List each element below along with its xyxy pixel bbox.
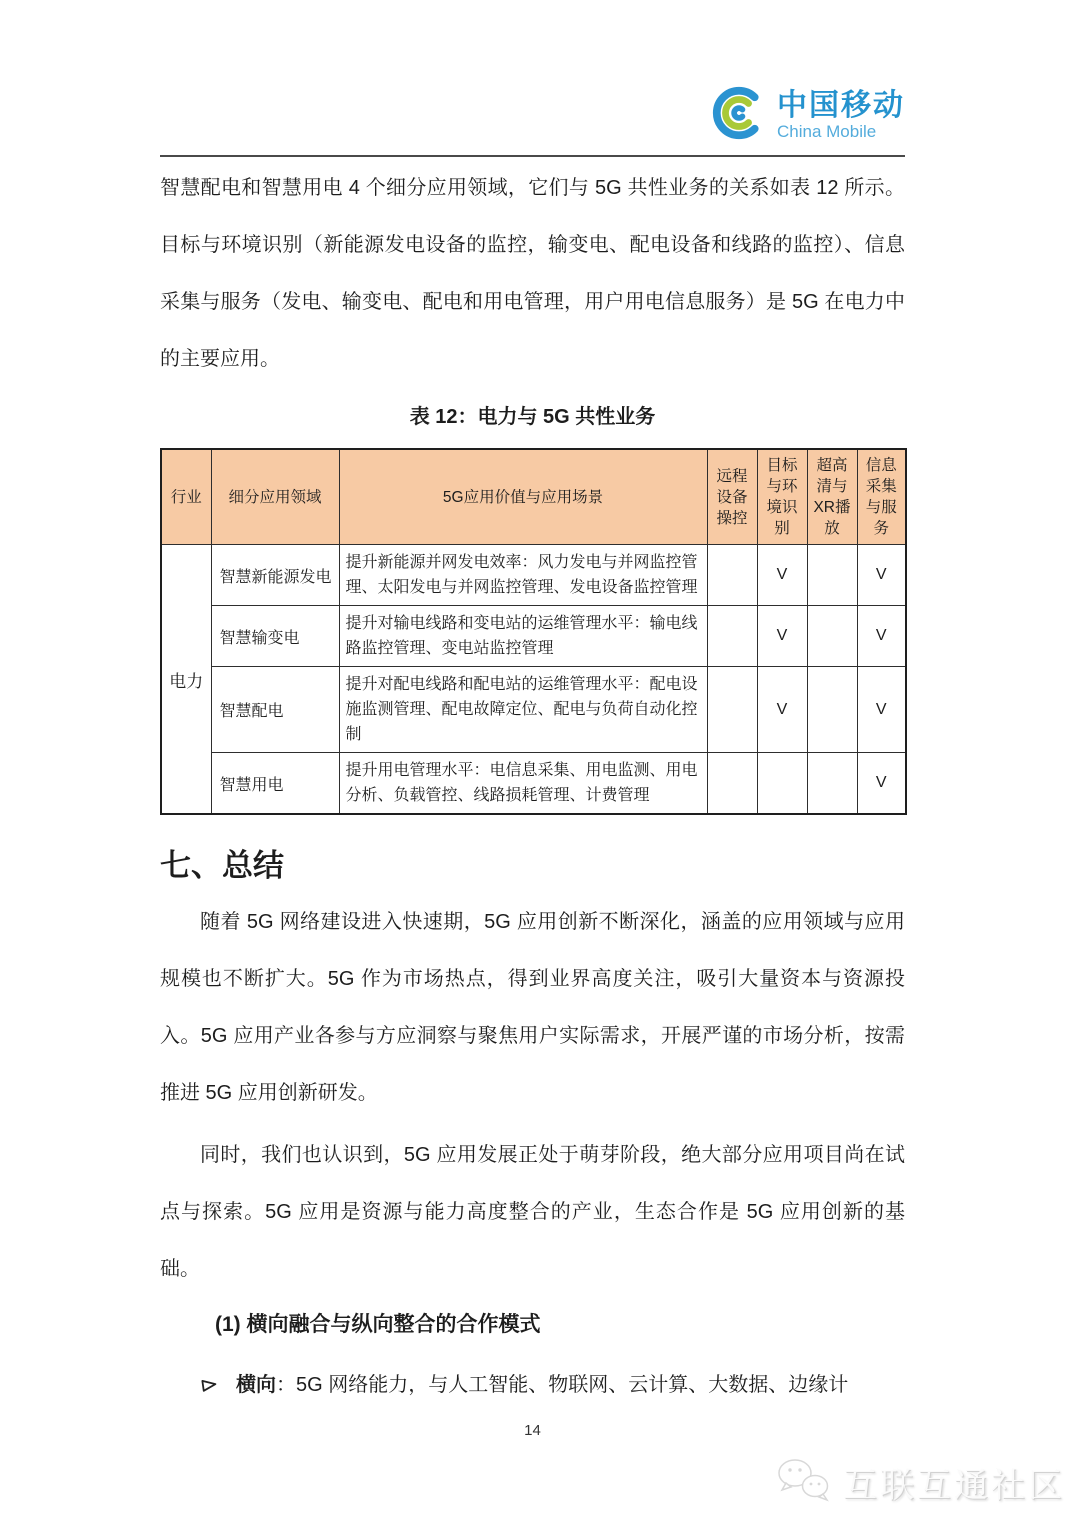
mark-uhd [807,667,857,753]
logo-english-name: China Mobile [777,122,877,141]
mark-info: V [857,667,906,753]
page-header [160,0,905,157]
mark-remote [707,753,757,815]
col-header-target-recognition: 目标与环境识别 [757,449,807,545]
col-header-industry: 行业 [161,449,211,545]
bullet-text [236,1368,848,1402]
table-row [161,753,906,815]
summary-paragraph-1: 随着 5G 网络建设进入快速期，5G 应用创新不断深化，涵盖的应用领域与应用规模也不断扩大。5G 作为市场热点，得到业界高度关注，吸引大量资本与资源投入。5G 应用产业各参与方应洞察与聚焦用户实际需求，开展严谨的市场分析，按需推进 5G 应用创新研发。 [160,911,905,1104]
mark-target: V [757,545,807,606]
bullet-rest-text: ：5G 网络能力，与人工智能、物联网、云计算、大数据、边缘计 [276,1374,849,1396]
subfield-cell: 智慧新能源发电 [211,545,339,606]
col-header-subfield: 细分应用领域 [211,449,339,545]
china-mobile-logo-mark-icon [710,82,768,149]
mark-remote [707,667,757,753]
subsection-heading-cooperation-mode: (1) 横向融合与纵向整合的合作模式 [215,1313,541,1336]
value-cell: 提升新能源并网发电效率：风力发电与并网监控管理、太阳发电与并网监控管理、发电设备监控管理 [339,545,707,606]
value-cell: 提升对配电线路和配电站的运维管理水平：配电设施监测管理、配电故障定位、配电与负荷自动化控制 [339,667,707,753]
power-5g-services-table [160,448,907,815]
mark-uhd [807,606,857,667]
watermark-text: 互联互通社区 [843,1467,1065,1505]
mark-info: V [857,606,906,667]
subfield-cell: 智慧用电 [211,753,339,815]
table-row [161,606,906,667]
industry-cell: 电力 [161,545,211,815]
wechat-icon [775,1457,833,1508]
mark-info: V [857,753,906,815]
table-row [161,667,906,753]
table-title: 表 12：电力与 5G 共性业务 [409,406,656,428]
col-header-info-service: 信息采集与服务 [857,449,906,545]
logo-chinese-name: 中国移动 [777,89,905,122]
col-header-value-scenario: 5G应用价值与应用场景 [339,449,707,545]
bullet-item-horizontal [160,1368,905,1402]
mark-remote [707,606,757,667]
subfield-cell: 智慧输变电 [211,606,339,667]
page-number: 14 [524,1422,541,1439]
mark-remote [707,545,757,606]
col-header-uhd-xr: 超高清与XR播放 [807,449,857,545]
value-cell: 提升用电管理水平：电信息采集、用电监测、用电分析、负载管控、线路损耗管理、计费管理 [339,753,707,815]
mark-target: V [757,667,807,753]
mark-target [757,753,807,815]
watermark [775,1457,1065,1508]
mark-uhd [807,545,857,606]
section-heading-summary: 七、总结 [160,848,284,883]
summary-paragraph-2: 同时，我们也认识到，5G 应用发展正处于萌芽阶段，绝大部分应用项目尚在试点与探索。5G 应用是资源与能力高度整合的产业，生态合作是 5G 应用创新的基础。 [160,1144,905,1280]
arrow-bullet-icon [200,1376,236,1394]
mark-uhd [807,753,857,815]
china-mobile-logo [710,82,905,149]
intro-paragraph: 智慧配电和智慧用电 4 个细分应用领域，它们与 5G 共性业务的关系如表 12 所示。目标与环境识别（新能源发电设备的监控，输变电、配电设备和线路的监控）、信息采集与服务（发电、输变电、配电和用电管理，用户用电信息服务）是 5G 在电力中的主要应用。 [160,177,905,370]
china-mobile-logo-text [777,90,905,141]
page-content [160,160,905,1402]
mark-target: V [757,606,807,667]
bullet-bold-label: 横向 [236,1374,276,1396]
value-cell: 提升对输电线路和变电站的运维管理水平：输电线路监控管理、变电站监控管理 [339,606,707,667]
mark-info: V [857,545,906,606]
table-header-row [161,449,906,545]
col-header-remote-control: 远程设备操控 [707,449,757,545]
subfield-cell: 智慧配电 [211,667,339,753]
table-row [161,545,906,606]
